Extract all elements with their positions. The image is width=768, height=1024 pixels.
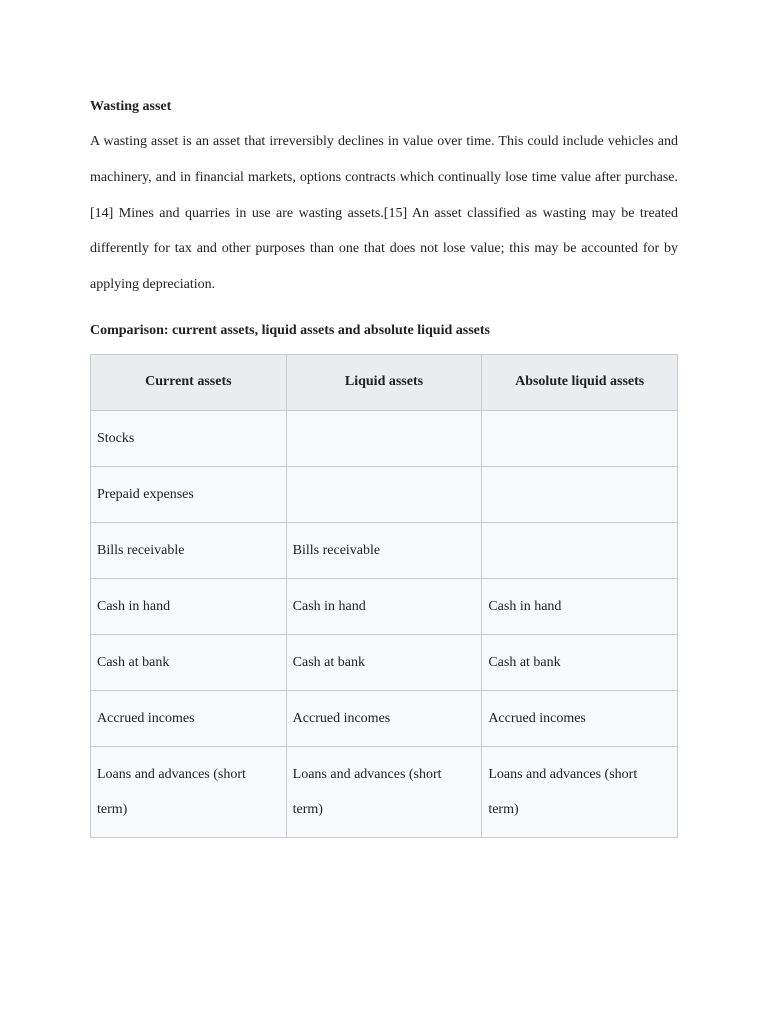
table-row [91,410,678,466]
column-header: Absolute liquid assets [482,354,678,410]
table-cell [286,410,482,466]
column-header: Liquid assets [286,354,482,410]
table-row [91,746,678,837]
body-paragraph: A wasting asset is an asset that irreversibly declines in value over time. This could include vehicles and machinery, and in financial markets, options contracts which continually lose time value after purchase.[14] Mines and quarries in use are wasting assets.[15] An asset classified as wasting may be treated differently for tax and other purposes than one that does not lose value; this may be accounted for by applying depreciation. [90,134,678,293]
table-cell: Prepaid expenses [91,466,287,522]
table-cell: Accrued incomes [286,690,482,746]
table-cell: Cash in hand [286,578,482,634]
table-row [91,690,678,746]
table-cell: Loans and advances (short term) [482,746,678,837]
comparison-table [90,354,678,838]
table-cell: Loans and advances (short term) [286,746,482,837]
column-header: Current assets [91,354,287,410]
table-cell: Bills receivable [91,522,287,578]
table-cell: Accrued incomes [91,690,287,746]
table-cell: Cash at bank [286,634,482,690]
document-page [90,92,678,838]
table-cell: Accrued incomes [482,690,678,746]
table-cell: Stocks [91,410,287,466]
table-row [91,466,678,522]
table-cell [482,466,678,522]
table-cell: Loans and advances (short term) [91,746,287,837]
table-title: Comparison: current assets, liquid assets and absolute liquid assets [90,322,490,338]
table-cell: Cash in hand [91,578,287,634]
table-cell [286,466,482,522]
table-row [91,578,678,634]
table-cell: Cash in hand [482,578,678,634]
table-cell: Cash at bank [91,634,287,690]
table-row [91,634,678,690]
table-cell: Cash at bank [482,634,678,690]
table-header-row [91,354,678,410]
section-title: Wasting asset [90,99,172,114]
table-cell [482,410,678,466]
table-row [91,522,678,578]
table-cell [482,522,678,578]
table-cell: Bills receivable [286,522,482,578]
